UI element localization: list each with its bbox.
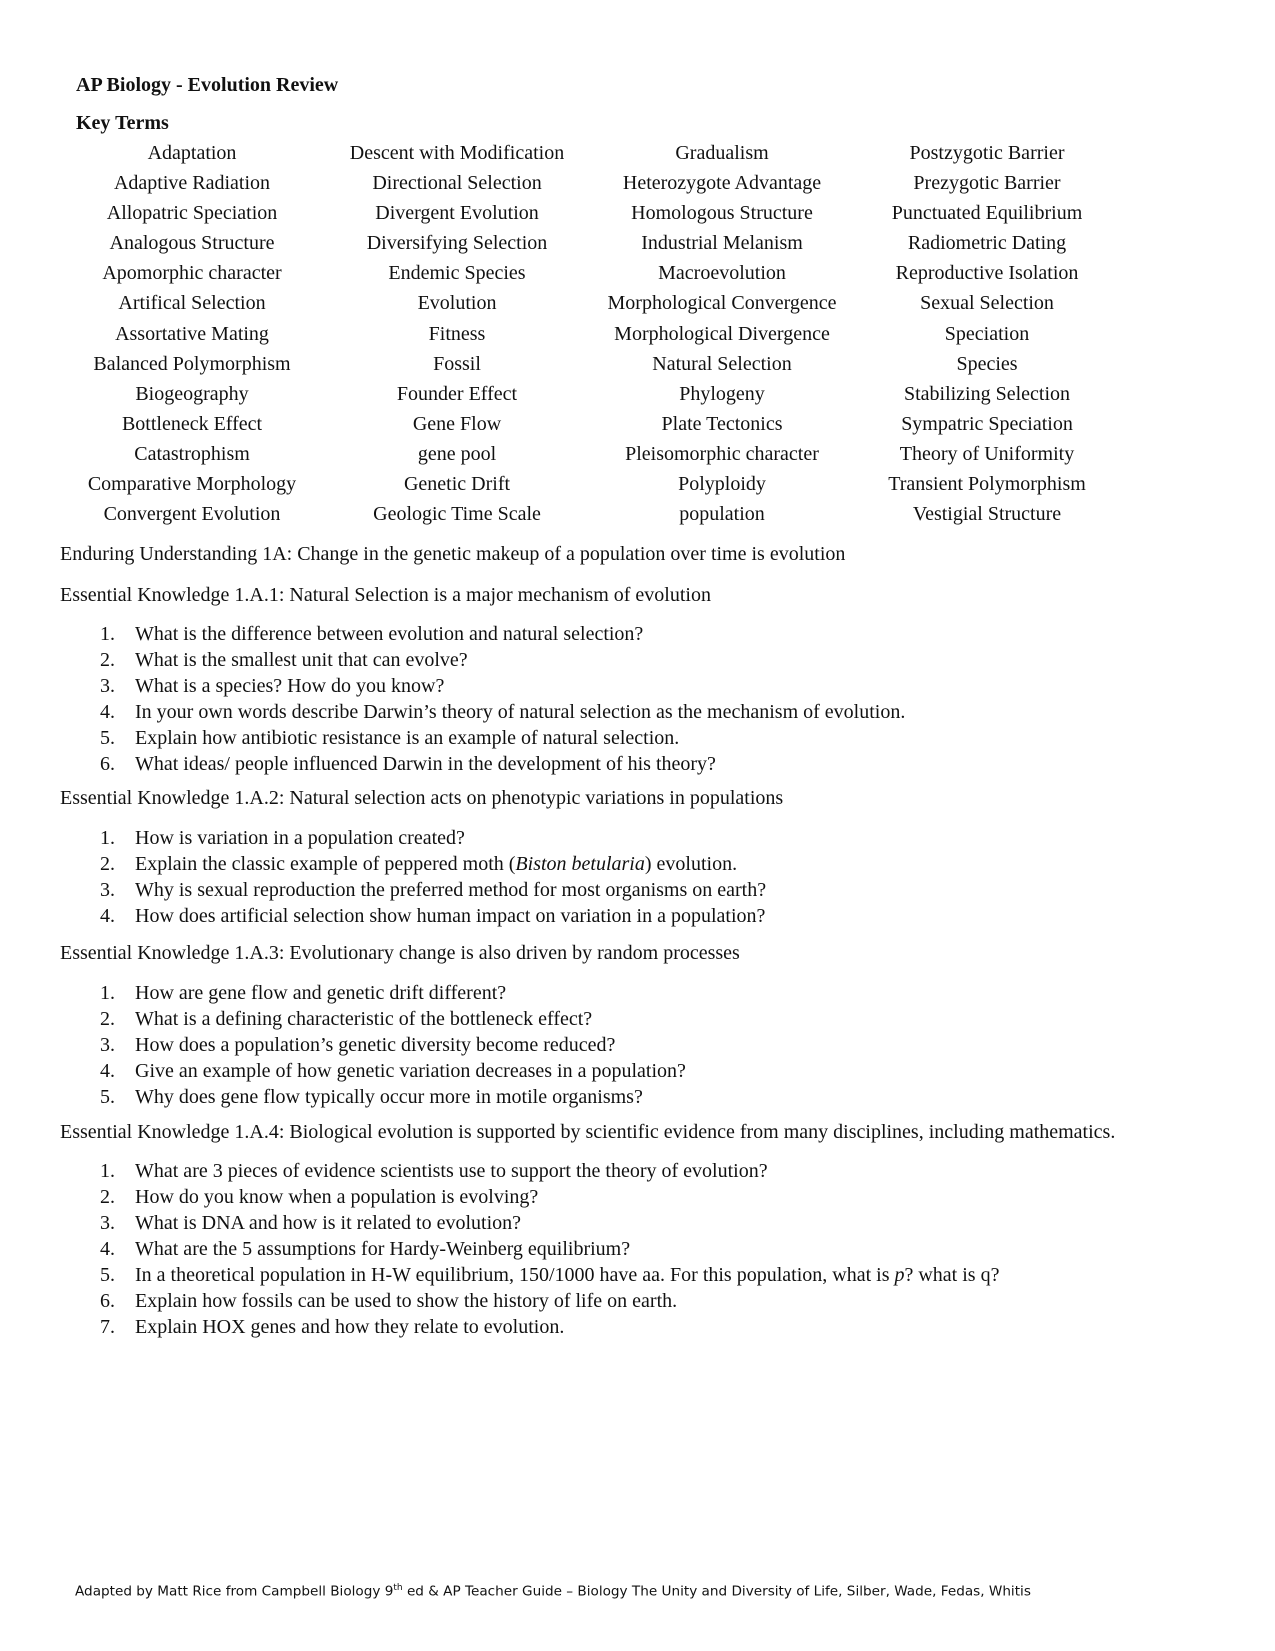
question-text: Why does gene flow typically occur more in motile organisms?: [135, 1086, 643, 1108]
key-term: Reproductive Isolation: [895, 262, 1079, 285]
key-term: Evolution: [417, 292, 497, 315]
question-text: What is the smallest unit that can evolve?: [135, 649, 468, 671]
key-term: Macroevolution: [658, 262, 786, 285]
key-term: Prezygotic Barrier: [913, 172, 1061, 195]
question-text: How do you know when a population is evolving?: [135, 1186, 539, 1208]
essential-knowledge-section: [60, 785, 1255, 811]
question-item: [60, 903, 1255, 929]
essential-knowledge-section: [60, 940, 1255, 966]
question-number: 4.: [100, 1060, 115, 1082]
key-term: Sexual Selection: [920, 292, 1054, 315]
question-number: 4.: [100, 905, 115, 927]
question-number: 3.: [100, 675, 115, 697]
question-item: [60, 1158, 1255, 1184]
key-term: Assortative Mating: [115, 322, 269, 345]
question-list: [60, 980, 1255, 1110]
key-terms-column: [60, 138, 324, 529]
question-list: [60, 621, 1255, 777]
section-heading: Essential Knowledge 1.A.1: Natural Selection is a major mechanism of evolution: [60, 584, 711, 606]
key-term: Endemic Species: [388, 262, 526, 285]
question-item: [60, 1084, 1255, 1110]
key-term: Postzygotic Barrier: [909, 142, 1065, 164]
footer-citation: Adapted by Matt Rice from Campbell Biology 9th ed & AP Teacher Guide – Biology The Unity and Diversity of Life, Silber, Wade, Fedas, Whitis: [75, 1583, 1031, 1600]
question-item: [60, 1184, 1255, 1210]
key-term: Geologic Time Scale: [373, 503, 541, 526]
question-number: 3.: [100, 1034, 115, 1056]
key-term: Gradualism: [675, 142, 769, 164]
key-term: Natural Selection: [652, 352, 792, 375]
key-term: Comparative Morphology: [87, 473, 297, 496]
question-item: [60, 1058, 1255, 1084]
key-term: Diversifying Selection: [366, 232, 548, 255]
question-text: In your own words describe Darwin’s theory of natural selection as the mechanism of evolution.: [135, 701, 906, 723]
question-item: [60, 1314, 1255, 1340]
key-term: Radiometric Dating: [907, 232, 1067, 255]
key-term: Analogous Structure: [109, 232, 275, 255]
key-term: Allopatric Speciation: [106, 202, 278, 225]
key-term: Plate Tectonics: [661, 412, 783, 435]
question-number: 5.: [100, 1264, 115, 1286]
question-number: 2.: [100, 853, 115, 875]
key-term: Fossil: [433, 352, 481, 375]
section-heading: Essential Knowledge 1.A.2: Natural selection acts on phenotypic variations in populations: [60, 787, 784, 809]
question-number: 1.: [100, 982, 115, 1004]
question-text: What is a defining characteristic of the bottleneck effect?: [135, 1008, 593, 1030]
key-term: Pleisomorphic character: [625, 442, 819, 465]
key-term: Balanced Polymorphism: [93, 352, 291, 375]
question-text: How does artificial selection show human impact on variation in a population?: [135, 905, 766, 927]
question-item: [60, 647, 1255, 673]
question-item: [60, 751, 1255, 777]
question-item: [60, 1236, 1255, 1262]
key-term: Industrial Melanism: [641, 232, 803, 255]
question-item: [60, 673, 1255, 699]
essential-knowledge-section: [60, 1119, 1255, 1145]
question-number: 4.: [100, 1238, 115, 1260]
question-item: [60, 621, 1255, 647]
key-terms-column: [324, 138, 590, 529]
key-term: Punctuated Equilibrium: [891, 202, 1083, 225]
question-text: In a theoretical population in H-W equilibrium, 150/1000 have aa. For this population, what is p? what is q?: [135, 1264, 1000, 1286]
key-term: Gene Flow: [412, 412, 502, 435]
question-list: [60, 1158, 1255, 1340]
key-term: Stabilizing Selection: [903, 382, 1071, 405]
key-term: Species: [956, 352, 1018, 375]
question-item: [60, 825, 1255, 851]
question-number: 5.: [100, 727, 115, 749]
key-term: Polyploidy: [678, 473, 766, 496]
question-text: How are gene flow and genetic drift different?: [135, 982, 507, 1004]
question-number: 6.: [100, 753, 115, 775]
enduring-understanding: Enduring Understanding 1A: Change in the genetic makeup of a population over time is evolution: [60, 543, 846, 565]
question-text: What is a species? How do you know?: [135, 675, 445, 697]
question-item: [60, 851, 1255, 877]
section-heading: Essential Knowledge 1.A.4: Biological evolution is supported by scientific evidence from many disciplines, including mathematics.: [60, 1121, 1116, 1143]
question-text: How does a population’s genetic diversity become reduced?: [135, 1034, 616, 1056]
question-number: 4.: [100, 701, 115, 723]
section-heading: Essential Knowledge 1.A.3: Evolutionary change is also driven by random processes: [60, 942, 740, 964]
key-term: Vestigial Structure: [912, 503, 1062, 526]
key-term: Speciation: [944, 322, 1030, 345]
key-term: Adaptive Radiation: [113, 172, 271, 195]
question-item: [60, 980, 1255, 1006]
key-term: Sympatric Speciation: [901, 412, 1073, 435]
question-number: 5.: [100, 1086, 115, 1108]
question-text: What are 3 pieces of evidence scientists use to support the theory of evolution?: [135, 1160, 768, 1182]
key-term: Convergent Evolution: [103, 503, 281, 526]
key-term: population: [679, 503, 765, 526]
question-text: Explain how antibiotic resistance is an example of natural selection.: [135, 727, 680, 749]
question-list: [60, 825, 1255, 929]
question-number: 3.: [100, 879, 115, 901]
question-item: [60, 1262, 1255, 1288]
question-text: What is the difference between evolution and natural selection?: [135, 623, 644, 645]
question-number: 1.: [100, 1160, 115, 1182]
key-term: Morphological Convergence: [607, 292, 837, 315]
question-text: Explain the classic example of peppered moth (Biston betularia) evolution.: [135, 853, 738, 875]
question-number: 2.: [100, 1186, 115, 1208]
key-terms-heading: Key Terms: [76, 112, 169, 134]
question-number: 6.: [100, 1290, 115, 1312]
key-term: Bottleneck Effect: [121, 412, 263, 435]
key-term: Transient Polymorphism: [888, 473, 1086, 496]
key-term: Fitness: [428, 322, 486, 345]
key-term: Genetic Drift: [403, 473, 511, 496]
question-item: [60, 725, 1255, 751]
key-term: Morphological Divergence: [614, 322, 830, 345]
key-term: gene pool: [417, 442, 497, 465]
document-title: AP Biology - Evolution Review: [76, 74, 339, 96]
question-item: [60, 699, 1255, 725]
key-terms-column: [590, 138, 854, 529]
question-number: 1.: [100, 827, 115, 849]
question-number: 1.: [100, 623, 115, 645]
key-term: Descent with Modification: [349, 142, 565, 164]
key-term: Divergent Evolution: [375, 202, 539, 225]
key-term: Adaptation: [147, 142, 237, 164]
question-item: [60, 1032, 1255, 1058]
key-term: Homologous Structure: [631, 202, 813, 225]
question-text: How is variation in a population created?: [135, 827, 465, 849]
question-text: Why is sexual reproduction the preferred method for most organisms on earth?: [135, 879, 767, 901]
key-term: Apomorphic character: [102, 262, 282, 285]
key-term: Founder Effect: [396, 382, 518, 405]
question-text: Explain HOX genes and how they relate to evolution.: [135, 1316, 565, 1338]
question-item: [60, 1006, 1255, 1032]
question-number: 2.: [100, 1008, 115, 1030]
key-term: Theory of Uniformity: [899, 442, 1075, 465]
question-number: 2.: [100, 649, 115, 671]
key-terms-column: [854, 138, 1120, 529]
question-text: What ideas/ people influenced Darwin in the development of his theory?: [135, 753, 716, 775]
essential-knowledge-section: [60, 582, 1255, 608]
key-term: Heterozygote Advantage: [622, 172, 822, 195]
question-text: What is DNA and how is it related to evolution?: [135, 1212, 522, 1234]
question-item: [60, 1210, 1255, 1236]
question-item: [60, 1288, 1255, 1314]
key-term: Directional Selection: [372, 172, 542, 195]
key-term: Artifical Selection: [118, 292, 266, 315]
question-text: Explain how fossils can be used to show the history of life on earth.: [135, 1290, 678, 1312]
question-number: 7.: [100, 1316, 115, 1338]
question-item: [60, 877, 1255, 903]
question-text: What are the 5 assumptions for Hardy-Weinberg equilibrium?: [135, 1238, 631, 1260]
key-term: Phylogeny: [679, 382, 765, 405]
key-term: Biogeography: [135, 382, 249, 405]
question-text: Give an example of how genetic variation decreases in a population?: [135, 1060, 686, 1082]
question-number: 3.: [100, 1212, 115, 1234]
key-terms-table: [60, 138, 1120, 529]
key-term: Catastrophism: [134, 442, 250, 465]
